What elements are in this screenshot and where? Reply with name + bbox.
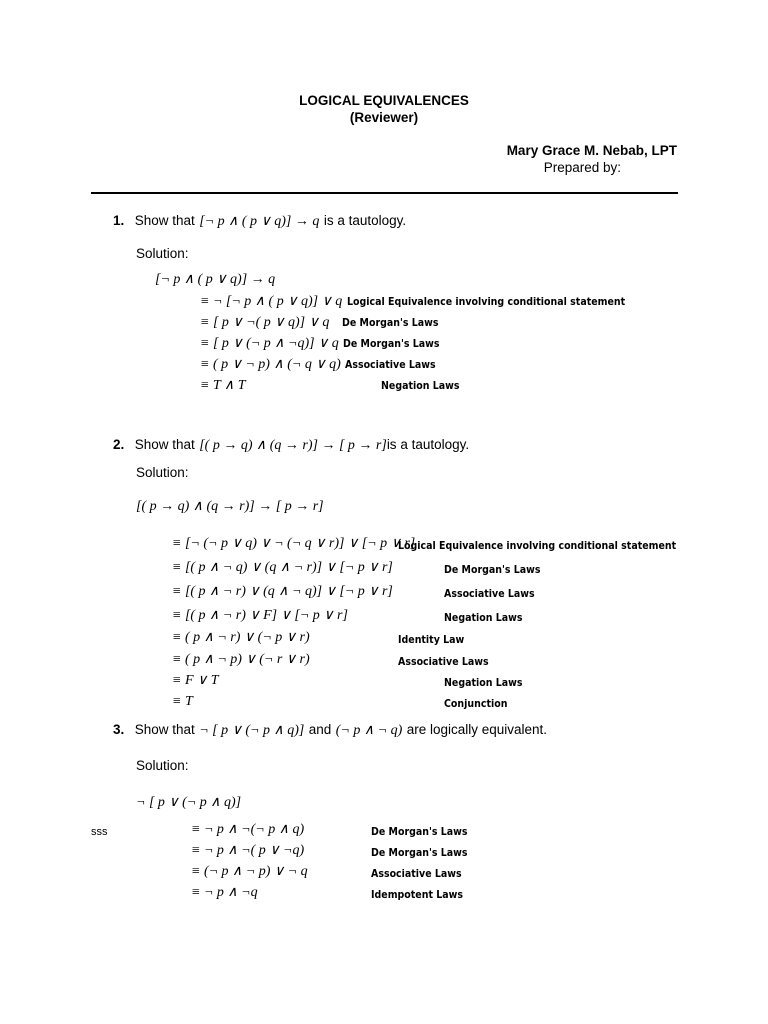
step-row (172, 582, 393, 600)
step-law-positioned (398, 652, 499, 670)
q1-steps (200, 292, 670, 393)
step-expression: ≡ ¬ p ∧ ¬q (191, 885, 258, 900)
step-row (200, 334, 451, 352)
step-law: Negation Laws (381, 380, 460, 392)
step-law-positioned (371, 864, 472, 882)
question-number: 3. (113, 722, 125, 737)
question-number: 2. (113, 437, 125, 452)
question-text-before: Show that (134, 722, 195, 737)
step-expression: ≡ [( p ∧ ¬ r) ∨ F] ∨ [¬ p ∨ r] (172, 608, 348, 623)
question-number: 1. (113, 213, 125, 228)
step-row (172, 692, 193, 710)
question-text-after: are logically equivalent. (406, 722, 548, 737)
step-law: Conjunction (444, 698, 508, 710)
step-expression: ≡ [( p ∧ ¬ q) ∨ (q ∧ ¬ r)] ∨ [¬ p ∨ r] (172, 560, 393, 575)
step-law: De Morgan's Laws (371, 826, 468, 838)
question-expression-2: (¬ p ∧ ¬ q) (335, 723, 403, 738)
step-law: De Morgan's Laws (343, 338, 440, 350)
solution-label: Solution: (136, 758, 189, 773)
step-law: De Morgan's Laws (444, 564, 541, 576)
step-law-positioned (444, 608, 531, 626)
step-law: Negation Laws (444, 677, 523, 689)
step-expression: ≡ [¬ (¬ p ∨ q) ∨ ¬ (¬ q ∨ r)] ∨ [¬ p ∨ r] (172, 536, 416, 551)
question-expression: [( p → q) ∧ (q → r)] → [ p → r] (199, 438, 387, 453)
step-row (172, 534, 415, 552)
step-row (172, 628, 310, 646)
step-law: Logical Equivalence involving conditional statement (346, 296, 625, 308)
header-divider (91, 192, 678, 194)
question-text-before: Show that (134, 213, 195, 228)
step-law-positioned (398, 630, 472, 648)
step-law: De Morgan's Laws (371, 847, 468, 859)
step-law: Logical Equivalence involving conditional statement (398, 540, 677, 552)
step-expression: ≡ ( p ∨ ¬ p) ∧ (¬ q ∨ q) (200, 357, 341, 372)
solution-start-expression: [( p → q) ∧ (q → r)] → [ p → r] (136, 499, 324, 514)
step-expression: ≡ [( p ∧ ¬ r) ∨ (q ∧ ¬ q)] ∨ [¬ p ∨ r] (172, 584, 393, 599)
step-law-positioned (371, 843, 478, 861)
question-expression: [¬ p ∧ ( p ∨ q)] → q (199, 214, 320, 229)
step-expression: ≡ ¬ p ∧ ¬(¬ p ∧ q) (191, 822, 305, 837)
step-expression: ≡ T ∧ T (200, 378, 246, 393)
step-law: Idempotent Laws (371, 889, 464, 901)
step-expression: ≡ ¬ [¬ p ∧ ( p ∨ q)] ∨ q (200, 294, 343, 309)
step-expression: ≡ ( p ∧ ¬ p) ∨ (¬ r ∨ r) (172, 652, 310, 667)
author-name: Mary Grace M. Nebab, LPT (506, 143, 677, 158)
step-law-positioned (371, 885, 473, 903)
solution-label: Solution: (136, 246, 189, 261)
step-law: Associative Laws (371, 868, 462, 880)
step-law: Negation Laws (444, 612, 523, 624)
step-law: Associative Laws (398, 656, 489, 668)
step-row (200, 355, 446, 373)
question-text-before: Show that (134, 437, 195, 452)
step-law: Associative Laws (345, 359, 436, 371)
step-expression: ≡ [ p ∨ ¬( p ∨ q)] ∨ q (200, 315, 330, 330)
step-law-positioned (371, 822, 478, 840)
question-text-after: is a tautology. (323, 213, 407, 228)
question-text-after: is a tautology. (386, 437, 470, 452)
step-row (200, 292, 656, 310)
step-law-positioned (444, 673, 531, 691)
prepared-by-label: Prepared by: (543, 160, 621, 175)
step-law: Associative Laws (444, 588, 535, 600)
document-subtitle: (Reviewer) (349, 110, 419, 125)
step-row (191, 820, 304, 838)
question-3 (113, 721, 547, 739)
question-text-mid: and (308, 722, 332, 737)
step-row (191, 883, 258, 901)
margin-note: sss (91, 826, 108, 838)
solution-label: Solution: (136, 465, 189, 480)
step-expression: ≡ (¬ p ∧ ¬ p) ∨ ¬ q (191, 864, 308, 879)
step-law-positioned (444, 694, 514, 712)
step-row (172, 671, 219, 689)
step-expression: ≡ [ p ∨ (¬ p ∧ ¬q)] ∨ q (200, 336, 339, 351)
step-law: Identity Law (398, 634, 465, 646)
step-law-positioned (381, 376, 468, 394)
q2-steps (172, 532, 692, 710)
step-law-positioned (444, 584, 545, 602)
step-row (191, 841, 304, 859)
step-row (172, 558, 393, 576)
step-row (191, 862, 308, 880)
step-expression: ≡ F ∨ T (172, 673, 219, 688)
step-expression: ≡ ¬ p ∧ ¬( p ∨ ¬q) (191, 843, 305, 858)
step-expression: ≡ T (172, 694, 193, 709)
question-expression-1: ¬ [ p ∨ (¬ p ∧ q)] (199, 723, 305, 738)
step-row (172, 650, 310, 668)
document-title: LOGICAL EQUIVALENCES (299, 93, 469, 108)
step-law-positioned (444, 560, 551, 578)
step-law: De Morgan's Laws (341, 317, 439, 329)
step-row (200, 376, 246, 394)
step-law-positioned (398, 536, 707, 554)
solution-start-expression: ¬ [ p ∨ (¬ p ∧ q)] (136, 795, 242, 810)
step-row (200, 313, 449, 331)
step-expression: ≡ ( p ∧ ¬ r) ∨ (¬ p ∨ r) (172, 630, 310, 645)
question-2 (113, 436, 469, 454)
step-row (172, 606, 348, 624)
solution-start-expression: [¬ p ∧ ( p ∨ q)] → q (155, 272, 276, 287)
question-1 (113, 212, 406, 230)
